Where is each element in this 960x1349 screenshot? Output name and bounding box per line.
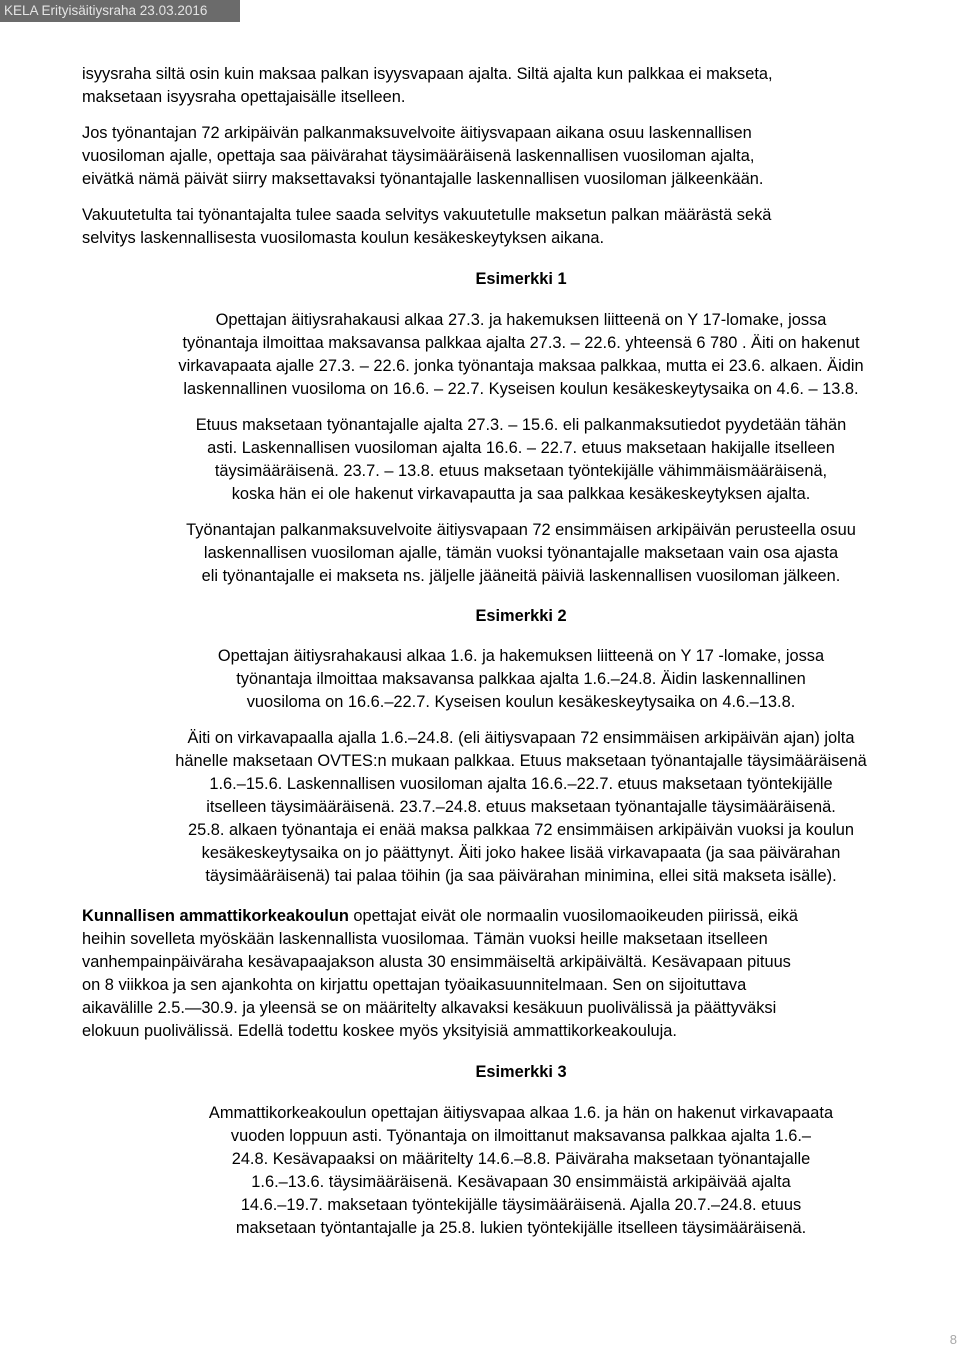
text-line: aikavälille 2.5.—30.9. ja yleensä se on määritelty alkavaksi kesäkuun puolivälissä ja päättyväksi	[82, 999, 777, 1017]
text-line: itselleen täysimääräisenä. 23.7.–24.8. etuus maksetaan työnantajalle täysimääräisenä.	[206, 798, 836, 816]
text-line: laskennallisen vuosiloman ajalle, tämän vuoksi työnantajalle maksetaan vain osa ajasta	[203, 544, 839, 562]
text-line: laskennallinen vuosiloma on 16.6. – 22.7. Kyseisen koulun kesäkeskeytysaika on 4.6. – 13.8.	[183, 380, 859, 398]
text-line: työnantaja ilmoittaa maksavansa palkkaa ajalta 27.3. – 22.6. yhteensä 6 780 . Äiti on hakenut	[182, 334, 860, 352]
text-line: vanhempainpäiväraha kesävapaajakson alusta 30 ensimmäiseltä arkipäivältä. Kesävapaan pituus	[82, 953, 791, 971]
text-line: 24.8. Kesävapaaksi on määritelty 14.6.–8.8. Päiväraha maksetaan työnantajalle	[231, 1150, 811, 1168]
text-line: vuosiloma on 16.6.–22.7. Kyseisen koulun kesäkeskeytysaika on 4.6.–13.8.	[246, 693, 796, 711]
text-line: asti. Laskennallisen vuosiloman ajalta 16.6. – 22.7. etuus maksetaan hakijalle itselleen	[207, 439, 835, 457]
document-body	[82, 63, 960, 1240]
polytechnic-term: Kunnallisen ammattikorkeakoulun	[82, 907, 349, 925]
text-line: on 8 viikkoa ja sen ajankohta on kirjattu opettajan työaikasuunnitelmaan. Sen on sijoituttava	[82, 976, 747, 994]
example-2-heading: Esimerkki 2	[475, 607, 567, 625]
example-1-case	[82, 309, 960, 401]
text-line: maksetaan työntantajalle ja 25.8. lukien työntekijälle itselleen täysimääräisenä.	[235, 1219, 807, 1237]
text-line: eli työnantajalle ei makseta ns. jäljelle jääneitä päiviä laskennallisen vuosiloman jälkeen.	[201, 567, 841, 585]
paragraph-polytechnic	[82, 905, 960, 1043]
paragraph-salary-statement	[82, 204, 960, 250]
text-line: hänelle maksetaan OVTES:n mukaan palkkaa. Etuus maksetaan työnantajalle täysimääräisenä	[175, 752, 867, 770]
text-fragment: opettajat eivät ole normaalin vuosilomaoikeuden piirissä, eikä	[348, 907, 799, 925]
text-line: Jos työnantajan 72 arkipäivän palkanmaksuvelvoite äitiysvapaan aikana osuu laskennallisen	[82, 124, 752, 142]
text-line: virkavapaata ajalle 27.3. – 22.6. jonka työnantaja maksaa palkkaa, mutta ei 23.6. alkaen. Äidin	[178, 357, 864, 375]
example-1-payment	[82, 414, 960, 506]
text-line: Etuus maksetaan työnantajalle ajalta 27.3. – 15.6. eli palkanmaksutiedot pyydetään tähän	[195, 416, 847, 434]
text-line: selvitys laskennallisesta vuosilomasta koulun kesäkeskeytyksen aikana.	[82, 229, 605, 247]
text-line	[82, 907, 798, 925]
document-header: KELA Erityisäitiysraha 23.03.2016	[0, 0, 240, 22]
text-line: Ammattikorkeakoulun opettajan äitiysvapaa alkaa 1.6. ja hän on hakenut virkavapaata	[208, 1104, 834, 1122]
text-line: Työnantajan palkanmaksuvelvoite äitiysvapaan 72 ensimmäisen arkipäivän perusteella osuu	[186, 521, 856, 539]
text-line: 25.8. alkaen työnantaja ei enää maksa palkkaa 72 ensimmäisen arkipäivän vuoksi ja koulun	[187, 821, 855, 839]
text-line: vuoden loppuun asti. Työnantaja on ilmoittanut maksavansa palkkaa ajalta 1.6.–	[230, 1127, 812, 1145]
text-line: Opettajan äitiysrahakausi alkaa 1.6. ja hakemuksen liitteenä on Y 17 -lomake, jossa	[217, 647, 825, 665]
text-line: maksetaan isyysraha opettajaisälle itselleen.	[82, 88, 406, 106]
text-line: täysimääräisenä) tai palaa töihin (ja saa päivärahan minimina, ellei sitä makseta isälle).	[205, 867, 837, 885]
example-3-case	[82, 1102, 960, 1240]
text-line: elokuun puolivälissä. Edellä todettu koskee myös yksityisiä ammattikorkeakouluja.	[82, 1022, 677, 1040]
page-number: 8	[949, 1332, 957, 1347]
text-line: kesäkeskeytysaika on jo päättynyt. Äiti joko hakee lisää virkavapaata (ja saa päivärahan	[201, 844, 841, 862]
paragraph-vacation-overlap	[82, 122, 960, 191]
text-line: heihin sovelleta myöskään laskennallista vuosilomaa. Tämän vuoksi heille maksetaan itselleen	[82, 930, 768, 948]
paragraph-intro	[82, 63, 960, 109]
text-line: 1.6.–15.6. Laskennallisen vuosiloman ajalta 16.6.–22.7. etuus maksetaan työntekijälle	[209, 775, 833, 793]
example-1-explanation	[82, 519, 960, 588]
text-line: vuosiloman ajalle, opettaja saa päivärahat täysimääräisenä laskennallisen vuosiloman ajalta,	[82, 147, 755, 165]
text-line: isyysraha siltä osin kuin maksaa palkan isyysvapaan ajalta. Siltä ajalta kun palkkaa ei makseta,	[82, 65, 773, 83]
text-line: 14.6.–19.7. maksetaan työntekijälle täysimääräisenä. Ajalla 20.7.–24.8. etuus	[240, 1196, 802, 1214]
example-2-payment	[82, 727, 960, 888]
text-line: Vakuutetulta tai työnantajalta tulee saada selvitys vakuutetulle maksetun palkan määrästä sekä	[82, 206, 772, 224]
text-line: eivätkä nämä päivät siirry maksettavaksi työnantajalle laskennallisen vuosiloman jälkeenkään.	[82, 170, 764, 188]
text-line: työnantaja ilmoittaa maksavansa palkkaa ajalta 1.6.–24.8. Äidin laskennallinen	[236, 670, 806, 688]
text-line: Opettajan äitiysrahakausi alkaa 27.3. ja hakemuksen liitteenä on Y 17-lomake, jossa	[215, 311, 827, 329]
text-line: 1.6.–13.6. täysimääräisenä. Kesävapaan 30 ensimmäistä arkipäivää ajalta	[251, 1173, 791, 1191]
text-line: Äiti on virkavapaalla ajalla 1.6.–24.8. (eli äitiysvapaan 72 ensimmäisen arkipäivän ajan) jolta	[187, 729, 855, 747]
example-3-heading: Esimerkki 3	[475, 1063, 567, 1081]
example-1-heading: Esimerkki 1	[475, 270, 567, 288]
text-line: koska hän ei ole hakenut virkavapautta ja saa palkkaa kesäkeskeytyksen ajalta.	[231, 485, 811, 503]
example-2-case	[82, 645, 960, 714]
text-line: täysimääräisenä. 23.7. – 13.8. etuus maksetaan työntekijälle vähimmäismääräisenä,	[214, 462, 828, 480]
